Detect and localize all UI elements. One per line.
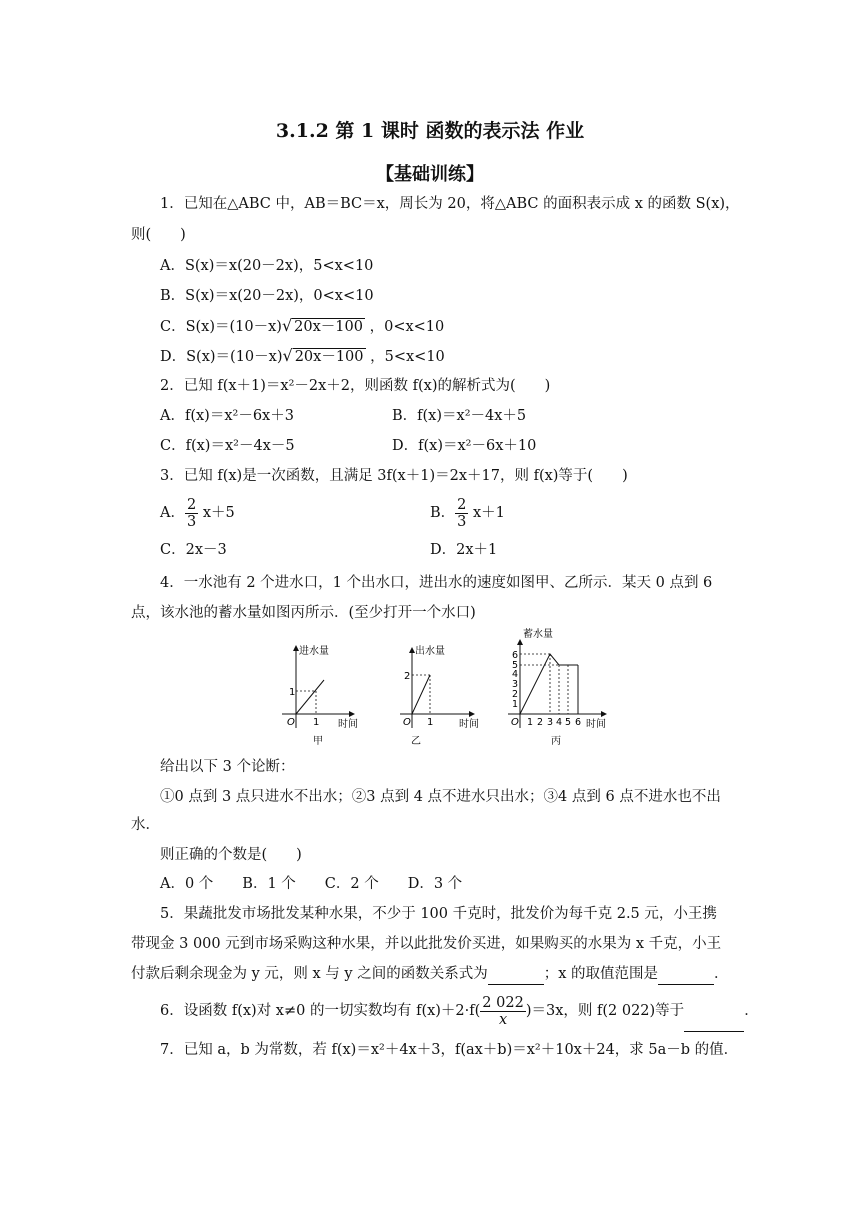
section-heading: 【基础训练】 — [376, 164, 484, 185]
ytick: 3 — [512, 679, 519, 690]
q4-figures — [270, 628, 620, 750]
fig-bing-xticks — [527, 717, 581, 728]
q1-option-c — [160, 316, 444, 337]
xtick: 2 — [537, 717, 544, 728]
q4-claims-line1: ①0 点到 3 点只进水不出水；②3 点到 4 点不进水只出水；③4 点到 6 点不进水也不出 — [160, 789, 721, 805]
fig-bing-ylabel: 蓄水量 — [523, 629, 553, 640]
inflow-line — [296, 680, 324, 714]
q1-option-c-pre: C．S(x)＝(10－x) — [160, 319, 282, 335]
ytick: 1 — [512, 699, 519, 710]
fig-jia-origin: O — [287, 717, 295, 728]
q1-stem-line1: 1．已知在△ABC 中，AB＝BC＝x，周长为 20，将△ABC 的面积表示成 x 的函数 S(x)， — [160, 196, 740, 212]
xtick: 4 — [556, 717, 563, 728]
q1-option-d-radicand: 20x－100 — [294, 349, 364, 365]
radical-sign: √ — [282, 346, 293, 365]
fig-yi-xtick: 1 — [427, 717, 434, 728]
q4-stem-line2: 点，该水池的蓄水量如图丙所示．(至少打开一个水口) — [131, 605, 476, 621]
figure-yi — [400, 644, 479, 747]
fraction-numerator: 2 022 — [482, 994, 524, 1011]
q1-option-c-post: ，0<x<10 — [369, 319, 445, 335]
answer-blank — [658, 964, 714, 985]
q4-given: 给出以下 3 个论断： — [160, 759, 295, 775]
q3-option-a — [160, 495, 235, 531]
fig-jia-ytick: 1 — [289, 687, 296, 698]
xtick: 3 — [547, 717, 554, 728]
fig-yi-ytick: 2 — [404, 671, 411, 682]
q3-option-a-tail: x＋5 — [202, 505, 235, 521]
fig-yi-origin: O — [403, 717, 411, 728]
q6-post: )＝3x，则 f(2 022)等于 — [525, 1003, 685, 1019]
q6-end: ． — [744, 1003, 759, 1019]
q3-option-c: C．2x－3 — [160, 542, 227, 558]
q4-claims-line2: 水． — [131, 817, 160, 833]
figure-jia — [282, 644, 358, 747]
xtick: 6 — [575, 717, 582, 728]
fig-jia-ylabel: 进水量 — [299, 646, 329, 657]
fig-jia-xlabel: 时间 — [338, 719, 358, 730]
q3-option-b — [430, 495, 505, 531]
fig-bing-origin: O — [511, 717, 519, 728]
q6-pre: 6．设函数 f(x)对 x≠0 的一切实数均有 f(x)＋2·f( — [160, 1003, 481, 1019]
storage-line — [520, 654, 578, 714]
q3-option-b-tail: x＋1 — [473, 505, 505, 521]
page-title: 3.1.2 第 1 课时 函数的表示法 作业 — [275, 120, 585, 142]
q1-option-d-post: ，5<x<10 — [370, 349, 445, 365]
fig-yi-xlabel: 时间 — [459, 719, 479, 730]
fig-jia-xtick: 1 — [313, 717, 320, 728]
xtick: 5 — [565, 717, 572, 728]
q4-ask: 则正确的个数是( ) — [160, 847, 302, 863]
fig-yi-caption: 乙 — [411, 736, 421, 747]
ytick: 5 — [512, 660, 519, 671]
q5-line1: 5．果蔬批发市场批发某种水果，不少于 100 千克时，批发价为每千克 2.5 元，小王携 — [160, 906, 717, 922]
q5-line3-b: ；x 的取值范围是 — [543, 966, 659, 982]
ytick: 6 — [512, 650, 519, 661]
fraction — [185, 497, 198, 530]
q5-line3-a: 付款后剩余现金为 y 元，则 x 与 y 之间的函数关系式为 — [131, 966, 488, 982]
q1-option-a: A．S(x)＝x(20－2x)，5<x<10 — [160, 258, 374, 274]
q1-option-d-pre: D．S(x)＝(10－x) — [160, 349, 283, 365]
q3-stem: 3．已知 f(x)是一次函数，且满足 3f(x＋1)＝2x＋17，则 f(x)等于( ) — [160, 468, 628, 484]
fig-bing-yticks — [512, 650, 518, 710]
ytick: 2 — [512, 689, 519, 700]
fraction-denominator: 3 — [186, 513, 197, 530]
q2-stem: 2．已知 f(x＋1)＝x²－2x＋2，则函数 f(x)的解析式为( ) — [160, 378, 551, 394]
q1-stem-line2: 则( ) — [131, 227, 186, 243]
q5-line3-c: ． — [714, 966, 729, 982]
q2-option-c: C．f(x)＝x²－4x－5 — [160, 438, 295, 454]
q7-text: 7．已知 a，b 为常数，若 f(x)＝x²＋4x＋3，f(ax＋b)＝x²＋10x＋24，求 5a－b 的值． — [160, 1042, 739, 1058]
q3-option-b-label: B． — [430, 505, 456, 521]
fraction-denominator: x — [498, 1011, 508, 1028]
fig-bing-caption: 丙 — [551, 736, 561, 747]
fig-bing-xlabel: 时间 — [586, 719, 606, 730]
radical-sign: √ — [281, 316, 293, 335]
figure-bing — [508, 628, 606, 747]
q1-option-d — [160, 346, 445, 367]
q1-option-b: B．S(x)＝x(20－2x)，0<x<10 — [160, 288, 374, 304]
fraction — [455, 497, 468, 530]
q1-option-c-radicand: 20x－100 — [294, 319, 363, 335]
answer-blank — [488, 964, 544, 985]
q2-option-a: A．f(x)＝x²－6x＋3 — [160, 408, 294, 424]
q2-option-b: B．f(x)＝x²－4x＋5 — [392, 408, 527, 424]
fraction — [480, 995, 526, 1028]
q6-line — [160, 991, 759, 1032]
q5-line3 — [131, 964, 729, 985]
fraction-numerator: 2 — [457, 496, 467, 513]
xtick: 1 — [527, 717, 534, 728]
q5-line2: 带现金 3 000 元到市场采购这种水果，并以此批发价买进，如果购买的水果为 x 千克，小王 — [131, 936, 722, 952]
answer-blank — [684, 991, 744, 1032]
q3-option-a-label: A． — [160, 505, 185, 521]
fig-yi-ylabel: 出水量 — [415, 646, 445, 657]
q2-option-d: D．f(x)＝x²－6x＋10 — [392, 438, 537, 454]
fig-jia-caption: 甲 — [313, 736, 323, 747]
outflow-line — [412, 675, 430, 714]
q4-stem-line1: 4．一水池有 2 个进水口，1 个出水口，进出水的速度如图甲、乙所示．某天 0 点到 6 — [160, 575, 713, 591]
fraction-numerator: 2 — [186, 496, 197, 513]
fraction-denominator: 3 — [457, 513, 467, 530]
ytick: 4 — [512, 669, 519, 680]
q4-options: A．0 个 B．1 个 C．2 个 D．3 个 — [160, 876, 463, 892]
q3-option-d: D．2x＋1 — [430, 542, 498, 558]
